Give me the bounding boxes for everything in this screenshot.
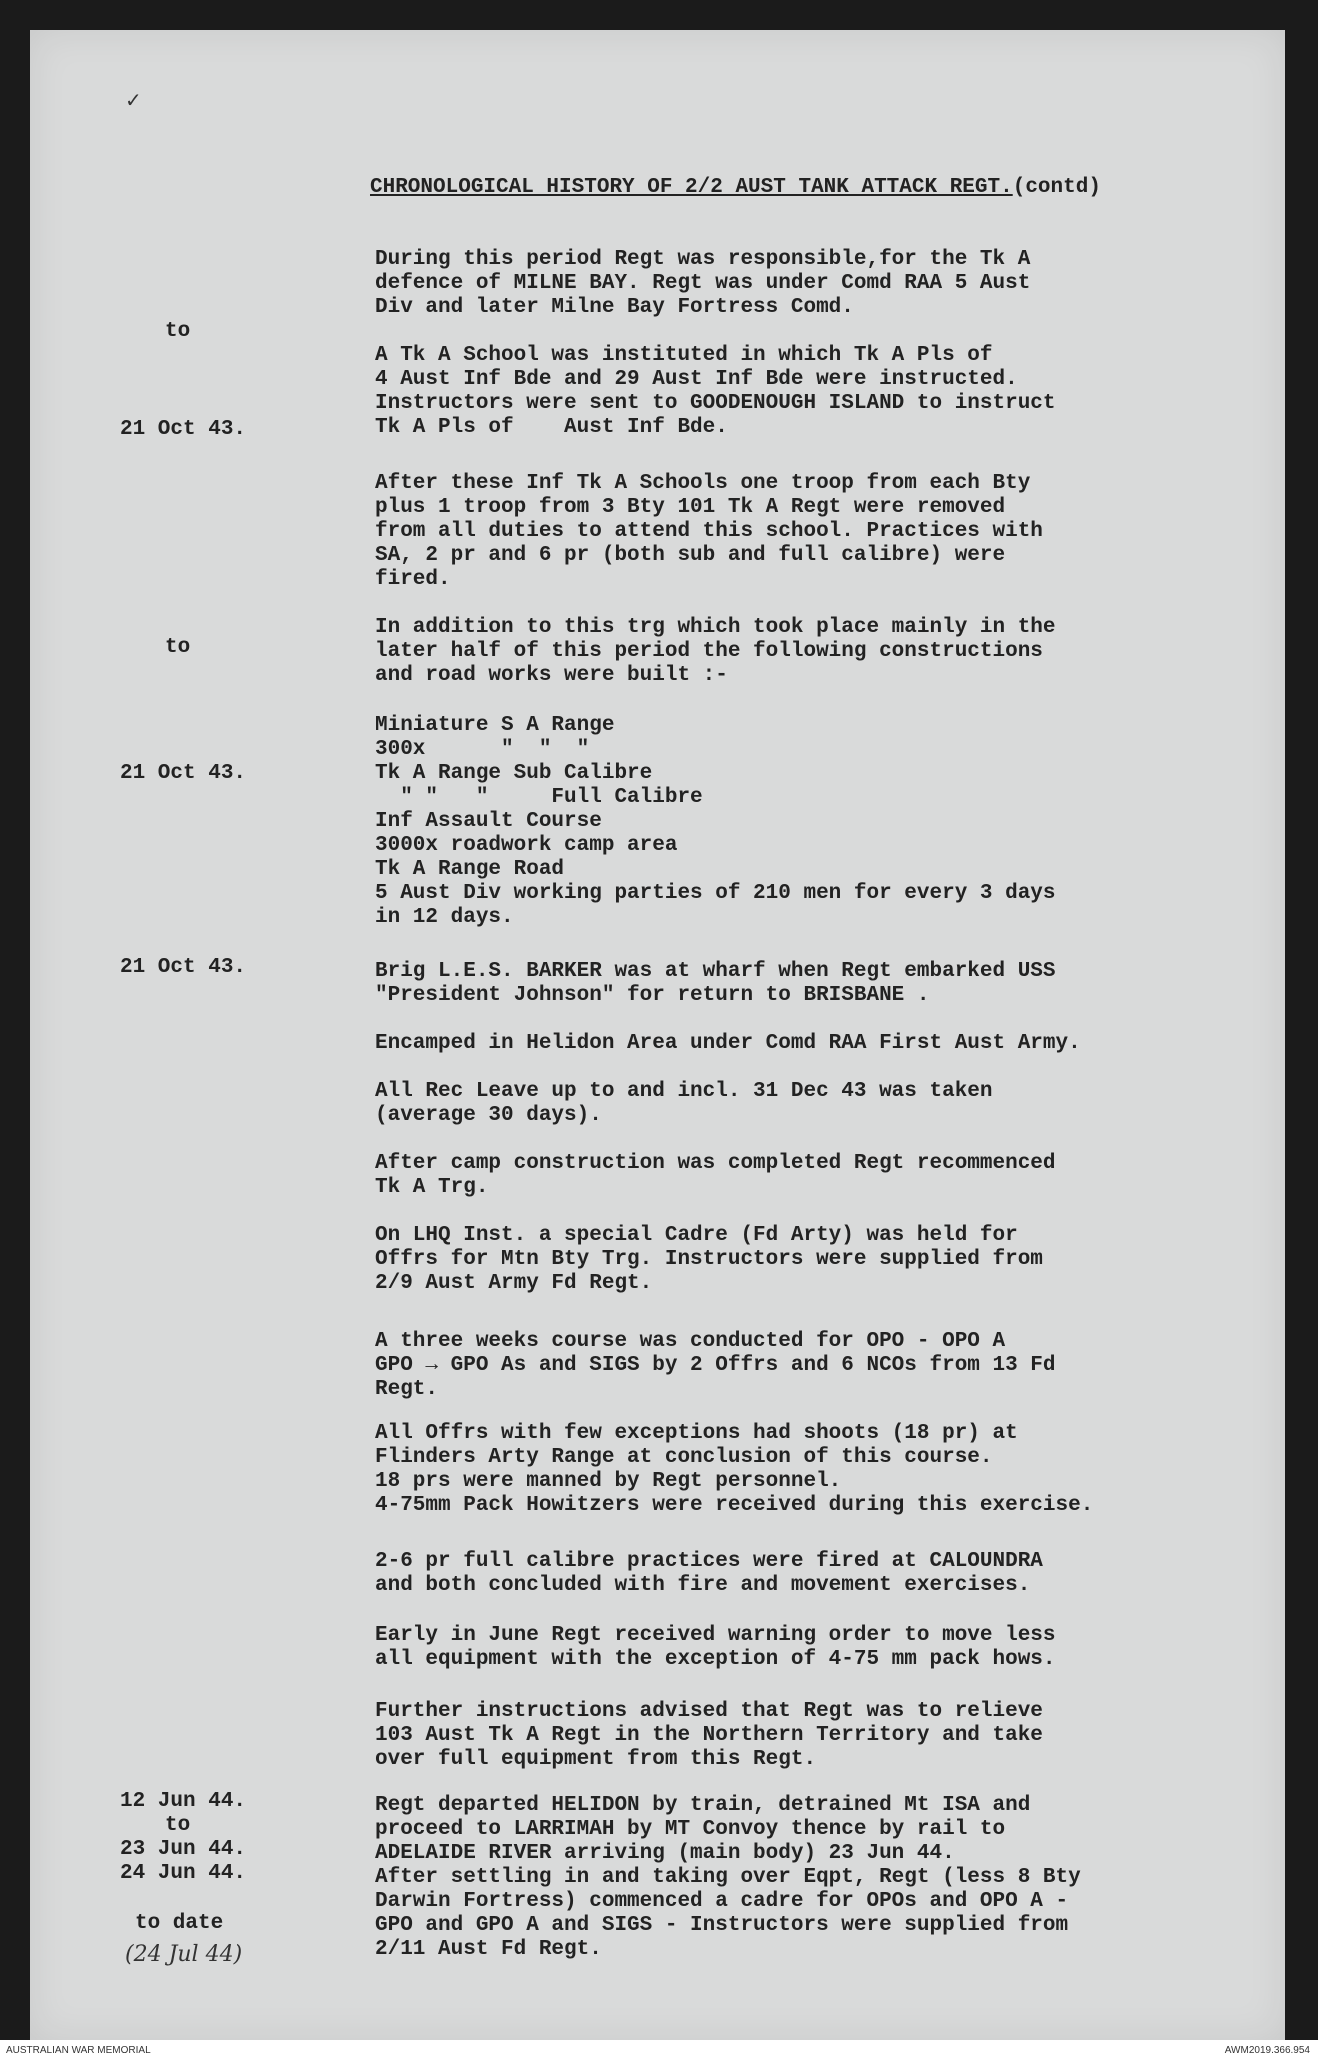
paragraph: After camp construction was completed Regt recommenced Tk A Trg. (375, 1152, 1056, 1199)
date-entry: to (165, 1814, 191, 1837)
paragraph: After these Inf Tk A Schools one troop from each Bty plus 1 troop from 3 Bty 101 Tk A Regt were removed from all duties to attend this school. Practices with SA, 2 pr and 6 pr (both sub and full calibre) were fired. (375, 472, 1043, 591)
paragraph: All Rec Leave up to and incl. 31 Dec 43 was taken (average 30 days). (375, 1080, 993, 1127)
footer-right: AWM2019.366.954 (1224, 2045, 1310, 2056)
date-entry: to (165, 636, 191, 659)
check-mark: ✓ (125, 88, 142, 112)
document-title (370, 176, 1101, 200)
paragraph: In addition to this trg which took place mainly in the later half of this period the following constructions and road works were built :- (375, 616, 1056, 687)
date-entry: 21 Oct 43. (120, 418, 247, 441)
date-entry: 24 Jun 44. (120, 1862, 247, 1885)
footer-strip (0, 2040, 1318, 2061)
date-entry: 21 Oct 43. (120, 956, 247, 979)
paragraph: Regt departed HELIDON by train, detrained Mt ISA and proceed to LARRIMAH by MT Convoy thence by rail to ADELAIDE RIVER arriving (main body) 23 Jun 44. (375, 1794, 1031, 1865)
date-entry: to date (135, 1912, 224, 1935)
handwritten-note: (24 Jul 44) (125, 1942, 243, 1967)
document-page (30, 30, 1285, 2040)
date-entry: to (165, 320, 191, 343)
paragraph-list: Miniature S A Range 300x " " " Tk A Range Sub Calibre " " " Full Calibre Inf Assault Course 3000x roadwork camp area Tk A Range Road 5 Aust Div working parties of 210 men for every 3 days in 12 days. (375, 714, 1056, 929)
date-entry: 21 Oct 43. (120, 762, 247, 785)
paragraph: Encamped in Helidon Area under Comd RAA First Aust Army. (375, 1032, 1081, 1055)
date-entry: 12 Jun 44. (120, 1790, 247, 1813)
date-entry: 23 Jun 44. (120, 1838, 247, 1861)
paragraph: Early in June Regt received warning order to move less all equipment with the exception of 4-75 mm pack hows. (375, 1624, 1056, 1671)
paragraph: After settling in and taking over Eqpt, Regt (less 8 Bty Darwin Fortress) commenced a cadre for OPOs and OPO A - GPO and GPO A and SIGS - Instructors were supplied from 2/11 Aust Fd Regt. (375, 1866, 1081, 1961)
paragraph: A Tk A School was instituted in which Tk A Pls of 4 Aust Inf Bde and 29 Aust Inf Bde were instructed. Instructors were sent to GOODENOUGH ISLAND to instruct Tk A Pls of Aust Inf Bde. (375, 344, 1056, 439)
footer-left: AUSTRALIAN WAR MEMORIAL (6, 2045, 151, 2056)
title-text: CHRONOLOGICAL HISTORY OF 2/2 AUST TANK ATTACK REGT. (370, 176, 1013, 199)
paragraph: During this period Regt was responsible,for the Tk A defence of MILNE BAY. Regt was under Comd RAA 5 Aust Div and later Milne Bay Fortress Comd. (375, 248, 1031, 319)
title-suffix: (contd) (1012, 176, 1101, 199)
paragraph: Brig L.E.S. BARKER was at wharf when Regt embarked USS "President Johnson" for return to BRISBANE . (375, 960, 1056, 1007)
paragraph: 2-6 pr full calibre practices were fired at CALOUNDRA and both concluded with fire and movement exercises. (375, 1550, 1043, 1597)
paragraph: All Offrs with few exceptions had shoots (18 pr) at Flinders Arty Range at conclusion of this course. 18 prs were manned by Regt personnel. 4-75mm Pack Howitzers were received during this exercise. (375, 1422, 1094, 1517)
paragraph: A three weeks course was conducted for OPO - OPO A GPO → GPO As and SIGS by 2 Offrs and 6 NCOs from 13 Fd Regt. (375, 1330, 1056, 1401)
paragraph: Further instructions advised that Regt was to relieve 103 Aust Tk A Regt in the Northern Territory and take over full equipment from this Regt. (375, 1700, 1043, 1771)
paragraph: On LHQ Inst. a special Cadre (Fd Arty) was held for Offrs for Mtn Bty Trg. Instructors were supplied from 2/9 Aust Army Fd Regt. (375, 1224, 1043, 1295)
